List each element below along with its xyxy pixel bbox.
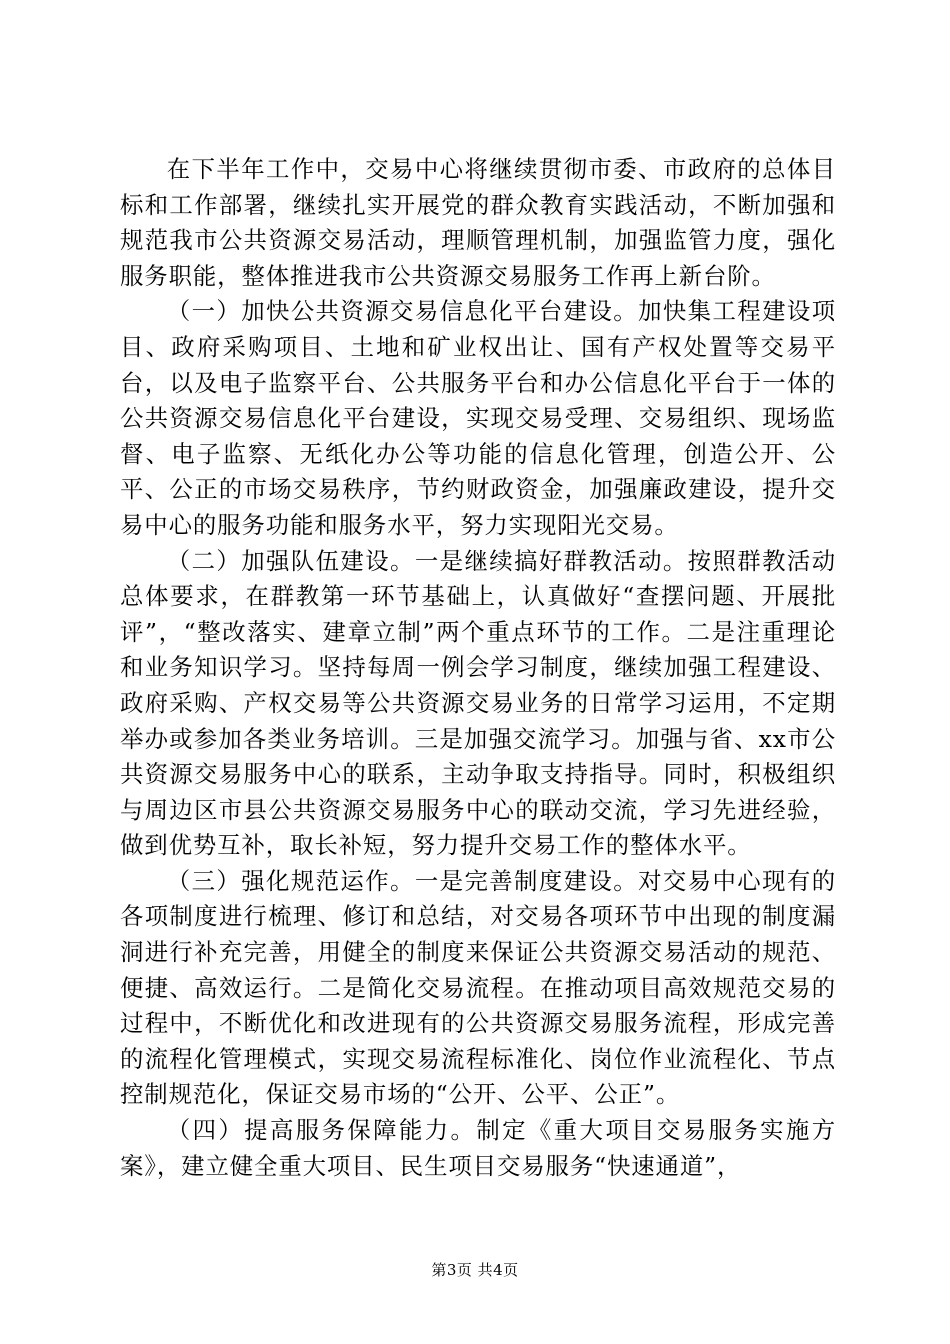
paragraph-intro: 在下半年工作中，交易中心将继续贯彻市委、市政府的总体目标和工作部署，继续扎实开展党的群众教育实践活动，不断加强和规范我市公共资源交易活动，理顺管理机制，加强监管力度，强化服务职能，整体推进我市公共资源交易服务工作再上新台阶。: [120, 155, 836, 290]
document-body: [120, 152, 836, 1184]
paragraph-section-4: （四）提高服务保障能力。制定《重大项目交易服务实施方案》，建立健全重大项目、民生项目交易服务“快速通道”，: [120, 1116, 836, 1180]
paragraph-section-3: （三）强化规范运作。一是完善制度建设。对交易中心现有的各项制度进行梳理、修订和总结，对交易各项环节中出现的制度漏洞进行补充完善，用健全的制度来保证公共资源交易活动的规范、便捷、高效运行。二是简化交易流程。在推动项目高效规范交易的过程中，不断优化和改进现有的公共资源交易服务流程，形成完善的流程化管理模式，实现交易流程标准化、岗位作业流程化、节点控制规范化，保证交易市场的“公开、公平、公正”。: [120, 866, 836, 1109]
page-number-footer: 第3页 共4页: [431, 1261, 519, 1279]
paragraph-section-1: （一）加快公共资源交易信息化平台建设。加快集工程建设项目、政府采购项目、土地和矿业权出让、国有产权处置等交易平台，以及电子监察平台、公共服务平台和办公信息化平台于一体的公共资源交易信息化平台建设，实现交易受理、交易组织、现场监督、电子监察、无纸化办公等功能的信息化管理，创造公开、公平、公正的市场交易秩序，节约财政资金，加强廉政建设，提升交易中心的服务功能和服务水平，努力实现阳光交易。: [120, 297, 836, 539]
paragraph-section-2: （二）加强队伍建设。一是继续搞好群教活动。按照群教活动总体要求，在群教第一环节基础上，认真做好“查摆问题、开展批评”，“整改落实、建章立制”两个重点环节的工作。二是注重理论和业务知识学习。坚持每周一例会学习制度，继续加强工程建设、政府采购、产权交易等公共资源交易业务的日常学习运用，不定期举办或参加各类业务培训。三是加强交流学习。加强与省、xx市公共资源交易服务中心的联系，主动争取支持指导。同时，积极组织与周边区市县公共资源交易服务中心的联动交流，学习先进经验，做到优势互补，取长补短，努力提升交易工作的整体水平。: [120, 546, 836, 860]
